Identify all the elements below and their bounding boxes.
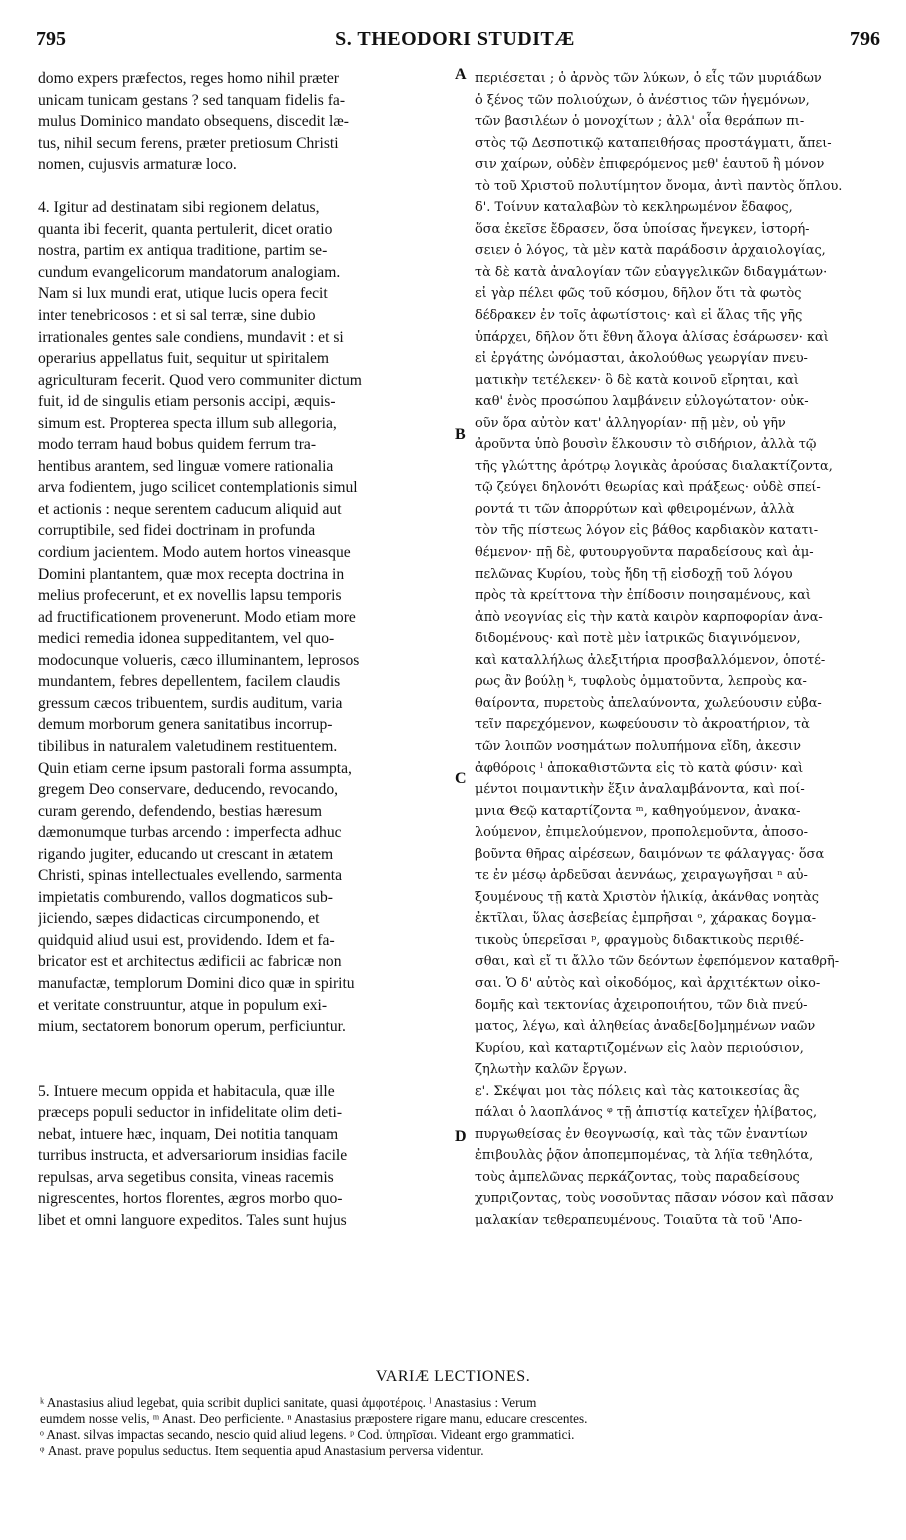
greek-text-line: σιν χαίρων, οὐδὲν ἐπιφερόμενος μεθ' ἑαυτοῦ ἢ μόνον (475, 157, 825, 173)
latin-text-line: rigando jugiter, educando ut crescant in ætatem (38, 845, 334, 863)
latin-text-line: corruptibile, sed fidei doctrinam in profunda (38, 522, 316, 540)
greek-text-line: ροντά τι τῶν ἀπορρύτων καὶ φθειρομένων, ἀλλὰ (475, 501, 795, 517)
greek-text-line: λούμενον, ἐπιμελούμενον, προπολεμοῦντα, ἀποσο- (475, 825, 808, 841)
latin-text-line: nostra, partim ex antiqua traditione, partim se- (38, 242, 328, 260)
footnote-line: ᵒ Anast. silvas impactas secando, nescio quid aliud legens. ᵖ Cod. ὑπηρῖσαι. Videant ergo grammatici. (40, 1427, 575, 1442)
greek-text-line: καὶ καταλλήλως ἀλεξιτήρια προσβαλλόμενον, ὁποτέ- (475, 652, 826, 668)
latin-text-line: domo expers præfectos, reges homo nihil præter (38, 70, 339, 87)
latin-text-line: Quin etiam cerne ipsum pastorali forma assumpta, (38, 759, 352, 777)
greek-text-line: τὰ δὲ κατὰ ἀναλογίαν τῶν εὐαγγελικῶν διδαγμάτων· (475, 264, 828, 280)
greek-text-line: τοὺς ἀμπελῶνας περκάζοντας, τοὺς παραδείσους (475, 1169, 800, 1185)
latin-text-line: hentibus arantem, sed linguæ vomere rationalia (38, 457, 334, 475)
greek-text-line: εἰ ἐργάτης ὠνόμασται, ἀκολούθως γεωργίαν πνευ- (475, 351, 808, 367)
latin-text-line: mulus Dominico mandato obsequens, discedit læ- (38, 113, 349, 131)
greek-text-line: ξουμένους τῇ κατὰ Χριστὸν ἡλικίᾳ, ἀκάνθας νοητὰς (475, 889, 820, 905)
footnote-line: ᵏ Anastasius aliud legebat, quia scribit duplici sanitate, quasi ἀμφοτέροις. ˡ Anastasius : Verum (40, 1395, 537, 1410)
greek-text-line: διδομένους· καὶ ποτὲ μὲν ἰατρικῶς διαγινόμενον, (475, 631, 801, 647)
greek-text-line: τὸ τοῦ Χριστοῦ πολυτίμητον ὄνομα, ἀντὶ παντὸς ὅπλου. (475, 178, 843, 194)
latin-text-line: ad fructificationem provenerunt. Modo etiam more (38, 608, 356, 626)
latin-text-line: nomen, cujusvis armaturæ loco. (38, 156, 237, 174)
greek-text-line: καθ' ἑνὸς προσώπου λαμβάνειν εὐλογώτατον· οὐκ- (475, 394, 809, 410)
greek-text-line: ἀροῦντα ὑπὸ βουσὶν ἕλκουσιν τὸ σιδήριον, ἀλλὰ τῷ (475, 437, 817, 453)
greek-text-line: ζηλωτὴν καλῶν ἔργων. (475, 1062, 628, 1078)
footnote-line: ᵠ Anast. prave populus seductus. Item sequentia apud Anastasium perversa videntur. (40, 1443, 484, 1458)
latin-text-line: modo terram haud bobus quidem ferrum tra- (38, 436, 317, 454)
greek-text-line: δ'. Τοίνυν καταλαβὼν τὸ κεκληρωμένον ἔδαφος, (475, 200, 793, 216)
latin-text-line: Christi, spinas intellectuales evellendo, sarmenta (38, 867, 342, 885)
greek-text-line: βοῦντα θῆρας αἱρέσεων, δαιμόνων τε φάλαγγας· ὅσα (475, 846, 825, 862)
latin-text-line: modocunque volueris, cæco illuminantem, leprosos (38, 651, 360, 669)
greek-text-line: οῦν ὅρα αὐτὸν κατ' ἀλληγορίαν· πῇ μὲν, οὐ γῆν (475, 415, 786, 431)
latin-text-line: nebat, intuere hæc, inquam, Dei notitia tanquam (38, 1125, 339, 1143)
page-number-right: 796 (850, 28, 880, 50)
latin-text-line: quidquid aliud usui est, providendo. Idem et fa- (38, 931, 335, 949)
greek-text-line: σειεν ὁ λόγος, τὰ μὲν κατὰ παράδοσιν ἀρχαιολογίας, (475, 243, 826, 259)
latin-text-line: fuit, id de singulis etiam personis accipi, æquis- (38, 393, 336, 411)
greek-text-line: ε'. Σκέψαι μοι τὰς πόλεις καὶ τὰς κατοικεσίας ἃς (475, 1083, 800, 1099)
greek-text-line: εἰ γὰρ πέλει φῶς τοῦ κόσμου, δῆλον ὅτι τὰ φωτὸς (475, 286, 802, 302)
latin-text-line: demum morborum genera sanitatibus incorrup- (38, 716, 333, 734)
greek-text-line: στὸς τῷ Δεσποτικῷ καταπειθήσας προστάγματι, ἄπει- (475, 135, 832, 151)
greek-text-line: θέμενον· πῇ δὲ, φυτουργοῦντα παραδείσους καὶ ἀμ- (475, 545, 814, 561)
footnotes (40, 1395, 890, 1459)
latin-text-line: manufactæ, templorum Domini dico quæ in spiritu (38, 974, 355, 992)
greek-text-line: πρὸς τὰ κρείττονα τὴν ἐπίδοσιν ποιησαμένους, καὶ (475, 588, 811, 604)
latin-text-line: melius profecerunt, et ex novellis lapsu temporis (38, 587, 342, 605)
latin-text-line (38, 1059, 448, 1081)
greek-text-line: δέδρακεν ἐν τοῖς ἀφωτίστοις· καὶ εἰ ἅλας τῆς γῆς (475, 308, 803, 324)
greek-text-line: Κυρίου, καὶ καταρτιζομένων εἰς λαὸν περιούσιον, (475, 1040, 804, 1056)
greek-text-line: τε ἐν μέσῳ ἀρδεῦσαι ἀεννάως, χειραγωγῆσαι ⁿ αὐ- (475, 868, 808, 884)
running-title: S. THEODORI STUDITÆ (335, 28, 575, 50)
latin-text-line: 4. Igitur ad destinatam sibi regionem delatus, (38, 199, 320, 217)
greek-text-line: πελῶνας Κυρίου, τοὺς ἤδη τῇ εἰσδοχῇ τοῦ λόγου (475, 566, 793, 582)
latin-text-line: dæmonumque turbas arcendo : imperfecta adhuc (38, 824, 342, 842)
page-number-left: 795 (36, 28, 66, 50)
margin-marker-c: C (455, 770, 467, 787)
greek-text-line: τὸν τῆς πίστεως λόγον εἰς βάθος καρδιακὸν κατατι- (475, 523, 819, 539)
latin-text-line: gregem Deo conservare, deducendo, revocando, (38, 781, 339, 799)
page-header (30, 28, 880, 56)
latin-text-line: turribus instructa, et adversariorum insidias facile (38, 1147, 348, 1165)
latin-text-line: jiciendo, sæpes didacticas circumponendo, et (38, 910, 320, 928)
greek-text-line: μαλακίαν τεθεραπευμένους. Τοιαῦτα τὰ τοῦ 'Απο- (475, 1212, 803, 1228)
latin-text-line: et veritate construuntur, atque in populum exi- (38, 996, 328, 1014)
latin-text-line: 5. Intuere mecum oppida et habitacula, quæ ille (38, 1082, 335, 1100)
latin-column (38, 68, 448, 1232)
greek-text-line: δομῆς καὶ τεκτονίας ἀχειροποιήτου, τῶν διὰ πνεύ- (475, 997, 808, 1013)
greek-text-line: ὑπάρχει, δῆλον ὅτι ἔθνη ἄλογα ἁλίσας ἐσάρωσεν· καὶ (475, 329, 829, 345)
margin-marker-d: D (455, 1128, 467, 1145)
margin-marker-a: A (455, 66, 467, 83)
latin-text-line: medici remedia idonea suppeditantem, vel quo- (38, 630, 335, 648)
latin-text-line: præceps populi seductor in infidelitate olim deti- (38, 1104, 343, 1122)
latin-text-line: bricator est et architectus ædificii ac fabricæ non (38, 953, 342, 971)
greek-text-line: ρως ἂν βούλῃ ᵏ, τυφλοὺς ὀμματοῦντα, λεπροὺς κα- (475, 674, 807, 690)
footnote-line: eumdem nosse velis, ᵐ Anast. Deo perficiente. ⁿ Anastasius præpostere rigare manu, educare crescentes. (40, 1411, 588, 1426)
latin-text-line: inter tenebricosos : et si sal terræ, sine dubio (38, 307, 316, 325)
greek-text-line: ματικὴν τετέλεκεν· ὃ δὲ κατὰ κοινοῦ εἴρηται, καὶ (475, 372, 799, 388)
latin-text-line: gressum cæcos tribuentem, surdis auditum, varia (38, 694, 343, 712)
latin-text-line (38, 176, 448, 198)
greek-text-line: ἐπιβουλὰς ῥᾷον ἀποπεμπομένας, τὰ λήϊα τεθηλότα, (475, 1148, 814, 1164)
greek-text-line: τικοὺς ὑπερεῖσαι ᵖ, φραγμοὺς διδακτικοὺς περιθέ- (475, 932, 804, 948)
latin-text-line: cundum evangelicorum mandatorum analogiam. (38, 263, 341, 281)
greek-text-line: ὅσα ἐκεῖσε ἔδρασεν, ὅσα ὑποίσας ἤνεγκεν, ἱστορή- (475, 221, 810, 237)
latin-text-line: agriculturam fecerit. Quod vero communiter dictum (38, 371, 362, 389)
latin-text-line: repulsas, arva segetibus consita, vineas racemis (38, 1168, 334, 1186)
latin-text-line: Nam si lux mundi erat, utique lucis opera fecit (38, 285, 328, 303)
latin-text-line: unicam tunicam gestans ? sed tanquam fidelis fa- (38, 91, 346, 109)
greek-text-line: ὁ ξένος τῶν πολιούχων, ὁ ἀνέστιος τῶν ἡγεμόνων, (475, 92, 810, 108)
latin-text-line: et actionis : neque serentem caducum aliquid aut (38, 500, 342, 518)
greek-text-line: ματος, λέγω, καὶ ἀληθείας ἀναδε[δο]μημένων ναῶν (475, 1019, 816, 1035)
greek-text-line: ἀπὸ νεογνίας εἰς τὴν κατὰ καιρὸν καρποφορίαν ἀνα- (475, 609, 823, 625)
latin-text-line: tus, nihil secum ferens, præter pretiosum Christi (38, 134, 339, 152)
greek-text-line: τῶν βασιλέων ὁ μονοχίτων ; ἀλλ' οἷα θεράπων πι- (475, 114, 805, 130)
greek-text-line: μέντοι ποιμαντικὴν ἕξιν ἀναλαμβάνοντα, καὶ ποί- (475, 782, 805, 798)
latin-text-line: impietatis comburendo, vallos dogmaticos sub- (38, 888, 333, 906)
greek-text-line: θαίροντα, πυρετοὺς ἀπελαύνοντα, χωλεύουσιν εὐβα- (475, 695, 822, 711)
greek-text-line: περιέσεται ; ὁ ἀρνὸς τῶν λύκων, ὁ εἷς τῶν μυριάδων (475, 71, 822, 86)
greek-text-line: ἐκτῖλαι, ὕλας ἀσεβείας ἐμπρῆσαι ᵒ, χάρακας δογμα- (475, 911, 817, 927)
variae-lectiones-heading: VARIÆ LECTIONES. (375, 1368, 531, 1385)
latin-text-line: nigrescentes, hortos florentes, ægros morbo quo- (38, 1190, 343, 1208)
greek-text-line: τῆς γλώττης ἀρότρῳ λογικὰς ἀρούσας διαλακτίζοντα, (475, 458, 833, 474)
greek-text-line: τῷ ζεύγει δηλονότι θεωρίας καὶ πράξεως· οὐδὲ σπεί- (475, 480, 821, 496)
margin-marker-b: B (455, 426, 466, 443)
greek-text-line: πυργωθείσας ἐν θεογνωσίᾳ, καὶ τὰς τῶν ἐναντίων (475, 1126, 808, 1142)
latin-text-line: Domini plantantem, quæ mox recepta doctrina in (38, 565, 345, 583)
greek-text-line: πάλαι ὁ λαοπλάνος ᵠ τῇ ἀπιστίᾳ κατεῖχεν ἠλίβατος, (475, 1105, 818, 1121)
greek-text-line: τῶν λοιπῶν νοσημάτων πολυπήμονα εἴδη, ἀκεσιν (475, 738, 802, 754)
latin-text-line: curam gerendo, defendendo, bestias hæresum (38, 802, 323, 820)
greek-text-line: σθαι, καὶ εἴ τι ἄλλο τῶν δεόντων ἐφεπόμενον καταθρῆ- (475, 954, 840, 970)
latin-text-line: mundantem, febres depellentem, facilem claudis (38, 673, 341, 691)
latin-text-line: simum est. Propterea specta illum sub allegoria, (38, 414, 337, 432)
latin-text-line: tibilibus in naturalem valetudinem restituentem. (38, 737, 338, 755)
latin-text-line: mium, sectatorem bonorum operum, perficiuntur. (38, 1018, 346, 1036)
latin-text-line: quanta ibi fecerit, quanta pertulerit, dicet oratio (38, 220, 333, 238)
greek-text-line: χυπριζοντας, τοὺς νοσοῦντας πᾶσαν νόσον καὶ πᾶσαν (475, 1191, 834, 1207)
latin-text-line: arva fodientem, jugo scilicet contemplationis simul (38, 479, 358, 497)
latin-text-line (38, 1038, 448, 1060)
greek-column (475, 68, 890, 1232)
latin-text-line: irrationales gentes sale condiens, mundavit : et si (38, 328, 344, 346)
latin-text-line: libet et omni languore expeditos. Tales sunt hujus (38, 1211, 347, 1229)
latin-text-line: operarius appellatus fuit, sequitur ut spiritalem (38, 350, 330, 368)
greek-text-line: ἀφθόροις ˡ ἀποκαθιστῶντα εἰς τὸ κατὰ φύσιν· καὶ (475, 760, 804, 776)
greek-text-line: σαι. Ὁ δ' αὐτὸς καὶ οἰκοδόμος, καὶ ἀρχιτέκτων οἰκο- (475, 975, 821, 991)
greek-text-line: τεῖν παρεχόμενον, κωφεύουσιν τὸ ἀκροατήριον, τὰ (475, 717, 810, 733)
greek-text-line: μνια Θεῷ καταρτίζοντα ᵐ, καθηγούμενον, ἀνακα- (475, 803, 801, 819)
latin-text-line: cordium jacientem. Modo autem hortos vineasque (38, 544, 351, 562)
